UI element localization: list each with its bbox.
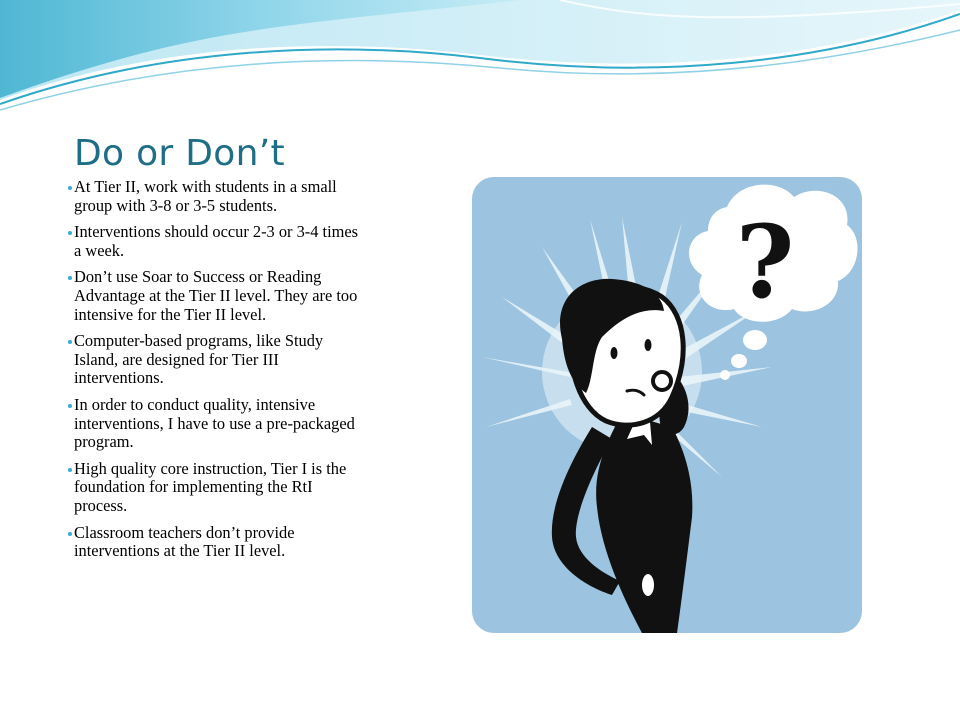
bullet-item	[74, 524, 364, 561]
bullet-text: Don’t use Soar to Success or Reading Advantage at the Tier II level. They are too intensive for the Tier II level.	[74, 267, 358, 324]
thinking-person-clipart	[472, 177, 862, 633]
bullet-text: In order to conduct quality, intensive interventions, I have to use a pre-packaged program.	[74, 394, 355, 452]
bullet-item	[74, 223, 364, 260]
bullet-marker	[68, 404, 72, 408]
bullet-text: Computer-based programs, like Study Island, are designed for Tier III interventions.	[74, 331, 324, 388]
slide-title: Do or Don’t	[74, 133, 285, 174]
bullet-marker	[68, 532, 72, 536]
question-mark-icon: ?	[735, 203, 795, 321]
bullet-item	[74, 396, 364, 452]
bullet-item	[74, 268, 364, 324]
bullet-item	[74, 332, 364, 388]
bullet-text: At Tier II, work with students in a small group with 3-8 or 3-5 students.	[74, 177, 337, 215]
bullet-text: High quality core instruction, Tier I is the foundation for implementing the RtI process.	[74, 458, 347, 515]
bullet-marker	[68, 468, 72, 472]
header-wave-decoration	[0, 0, 960, 120]
bullet-marker	[68, 340, 72, 344]
bullet-marker	[68, 231, 72, 235]
bullet-text: Classroom teachers don’t provide interventions at the Tier II level.	[74, 522, 295, 561]
bullet-marker	[68, 186, 72, 190]
bullet-text: Interventions should occur 2-3 or 3-4 times a week.	[74, 222, 359, 260]
bullet-item	[74, 178, 364, 215]
bullet-item	[74, 460, 364, 516]
bullet-list	[74, 178, 364, 569]
bullet-marker	[68, 276, 72, 280]
